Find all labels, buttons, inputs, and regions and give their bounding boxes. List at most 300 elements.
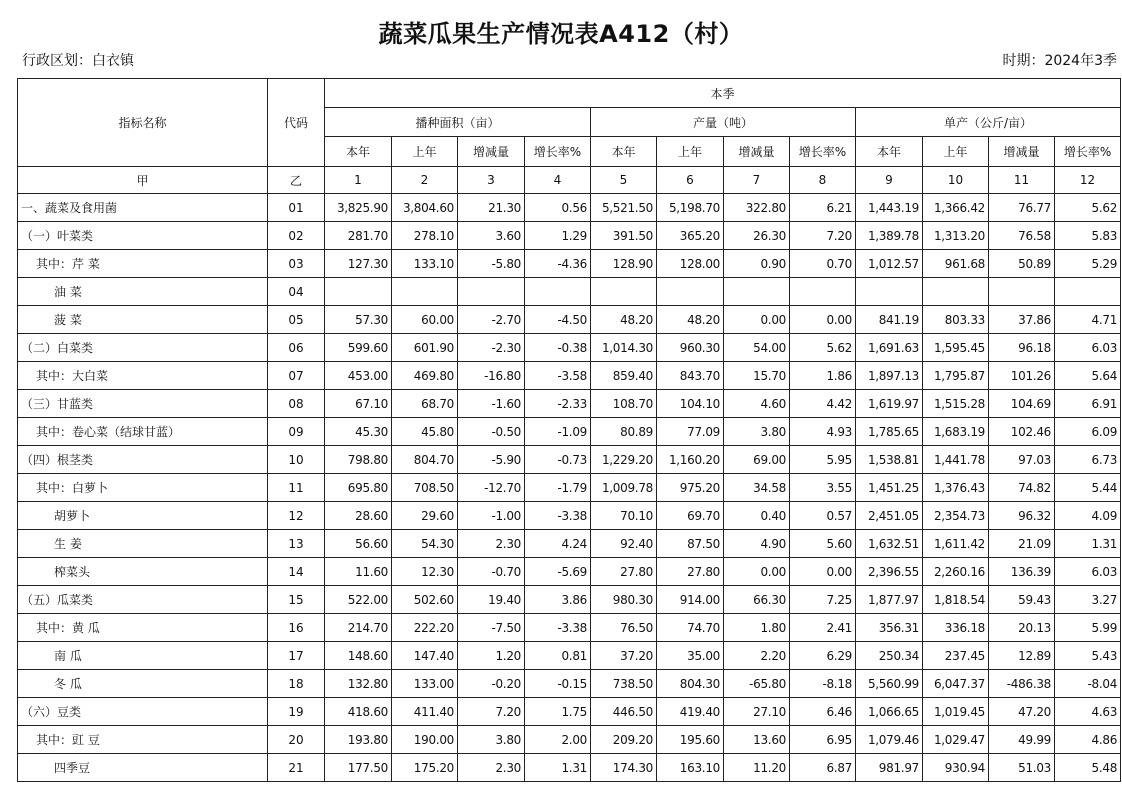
value-cell: 128.00 <box>657 250 724 278</box>
table-row <box>18 670 1121 698</box>
table-row <box>18 362 1121 390</box>
value-cell: 6.21 <box>790 194 856 222</box>
value-cell: 3.27 <box>1055 586 1121 614</box>
value-cell: 45.30 <box>325 418 392 446</box>
value-cell: 1,012.57 <box>856 250 923 278</box>
indicator-code: 02 <box>268 222 325 250</box>
index-name: 甲 <box>18 167 268 194</box>
value-cell: 57.30 <box>325 306 392 334</box>
value-cell: 70.10 <box>591 502 657 530</box>
value-cell: 60.00 <box>392 306 458 334</box>
table-row <box>18 390 1121 418</box>
index-number: 8 <box>790 167 856 194</box>
value-cell: 6.95 <box>790 726 856 754</box>
value-cell: -2.33 <box>525 390 591 418</box>
indicator-name: 其中：卷心菜（结球甘蓝） <box>18 418 268 446</box>
value-cell <box>325 278 392 306</box>
indicator-code: 08 <box>268 390 325 418</box>
header-subcol: 增长率% <box>790 137 856 167</box>
indicator-code: 03 <box>268 250 325 278</box>
indicator-name: （三）甘蓝类 <box>18 390 268 418</box>
value-cell: -4.50 <box>525 306 591 334</box>
value-cell: 214.70 <box>325 614 392 642</box>
value-cell: 5.29 <box>1055 250 1121 278</box>
value-cell: 6.73 <box>1055 446 1121 474</box>
value-cell: 601.90 <box>392 334 458 362</box>
value-cell: 411.40 <box>392 698 458 726</box>
value-cell: 708.50 <box>392 474 458 502</box>
value-cell: -0.73 <box>525 446 591 474</box>
value-cell: 1.86 <box>790 362 856 390</box>
value-cell: 1,079.46 <box>856 726 923 754</box>
value-cell: 5.62 <box>1055 194 1121 222</box>
indicator-name: 胡萝卜 <box>18 502 268 530</box>
value-cell: 148.60 <box>325 642 392 670</box>
value-cell: 147.40 <box>392 642 458 670</box>
value-cell: 174.30 <box>591 754 657 782</box>
value-cell: 7.25 <box>790 586 856 614</box>
value-cell: 1.75 <box>525 698 591 726</box>
value-cell: 195.60 <box>657 726 724 754</box>
value-cell: 1,632.51 <box>856 530 923 558</box>
indicator-name: （五）瓜菜类 <box>18 586 268 614</box>
value-cell: 1,818.54 <box>923 586 989 614</box>
header-indicator-name: 指标名称 <box>18 79 268 167</box>
value-cell: 960.30 <box>657 334 724 362</box>
value-cell: 1,443.19 <box>856 194 923 222</box>
indicator-name: （二）白菜类 <box>18 334 268 362</box>
value-cell: 68.70 <box>392 390 458 418</box>
value-cell: 1,014.30 <box>591 334 657 362</box>
value-cell: 695.80 <box>325 474 392 502</box>
value-cell: -1.60 <box>458 390 525 418</box>
value-cell: 1,785.65 <box>856 418 923 446</box>
value-cell <box>790 278 856 306</box>
index-number: 9 <box>856 167 923 194</box>
indicator-code: 11 <box>268 474 325 502</box>
header-group-output: 产量（吨） <box>591 108 856 137</box>
value-cell: 7.20 <box>458 698 525 726</box>
header-code: 代码 <box>268 79 325 167</box>
value-cell: 5.48 <box>1055 754 1121 782</box>
header-group-area: 播种面积（亩） <box>325 108 591 137</box>
value-cell: 92.40 <box>591 530 657 558</box>
value-cell: 453.00 <box>325 362 392 390</box>
indicator-name: 冬 瓜 <box>18 670 268 698</box>
value-cell: -0.70 <box>458 558 525 586</box>
value-cell: -486.38 <box>989 670 1055 698</box>
indicator-name: 生 姜 <box>18 530 268 558</box>
value-cell: 3.60 <box>458 222 525 250</box>
value-cell: 1,795.87 <box>923 362 989 390</box>
value-cell: 5.64 <box>1055 362 1121 390</box>
header-subcol: 增减量 <box>989 137 1055 167</box>
header-subcol: 上年 <box>657 137 724 167</box>
value-cell: 1,595.45 <box>923 334 989 362</box>
value-cell: -1.79 <box>525 474 591 502</box>
value-cell: 1,229.20 <box>591 446 657 474</box>
value-cell: 356.31 <box>856 614 923 642</box>
value-cell: 67.10 <box>325 390 392 418</box>
indicator-name: 四季豆 <box>18 754 268 782</box>
indicator-code: 12 <box>268 502 325 530</box>
value-cell: -16.80 <box>458 362 525 390</box>
value-cell: 281.70 <box>325 222 392 250</box>
table-row <box>18 418 1121 446</box>
value-cell: 127.30 <box>325 250 392 278</box>
indicator-name: （四）根茎类 <box>18 446 268 474</box>
indicator-name: （六）豆类 <box>18 698 268 726</box>
table-row <box>18 194 1121 222</box>
value-cell: 0.81 <box>525 642 591 670</box>
value-cell: 3,804.60 <box>392 194 458 222</box>
table-row <box>18 334 1121 362</box>
value-cell: 0.40 <box>724 502 790 530</box>
value-cell: 0.00 <box>724 306 790 334</box>
value-cell: 48.20 <box>591 306 657 334</box>
value-cell: 502.60 <box>392 586 458 614</box>
value-cell: 76.50 <box>591 614 657 642</box>
value-cell: -1.09 <box>525 418 591 446</box>
value-cell: 222.20 <box>392 614 458 642</box>
value-cell: 28.60 <box>325 502 392 530</box>
indicator-code: 05 <box>268 306 325 334</box>
value-cell: 21.30 <box>458 194 525 222</box>
value-cell: 87.50 <box>657 530 724 558</box>
value-cell: 1,066.65 <box>856 698 923 726</box>
value-cell: 69.70 <box>657 502 724 530</box>
value-cell: 1,441.78 <box>923 446 989 474</box>
value-cell: -5.80 <box>458 250 525 278</box>
indicator-name: 其中：大白菜 <box>18 362 268 390</box>
header-group-yield: 单产（公斤/亩） <box>856 108 1121 137</box>
value-cell: 34.58 <box>724 474 790 502</box>
indicator-name: 油 菜 <box>18 278 268 306</box>
value-cell: -0.50 <box>458 418 525 446</box>
value-cell <box>724 278 790 306</box>
value-cell: 104.69 <box>989 390 1055 418</box>
value-cell: 76.77 <box>989 194 1055 222</box>
value-cell: -0.15 <box>525 670 591 698</box>
value-cell: 2.41 <box>790 614 856 642</box>
value-cell <box>392 278 458 306</box>
value-cell: 27.80 <box>591 558 657 586</box>
value-cell: 6.46 <box>790 698 856 726</box>
value-cell: 250.34 <box>856 642 923 670</box>
vegetable-production-table <box>17 78 1121 782</box>
value-cell: 804.70 <box>392 446 458 474</box>
value-cell: 27.80 <box>657 558 724 586</box>
indicator-name: 菠 菜 <box>18 306 268 334</box>
value-cell: 4.90 <box>724 530 790 558</box>
indicator-code: 15 <box>268 586 325 614</box>
value-cell: -3.38 <box>525 614 591 642</box>
indicator-code: 10 <box>268 446 325 474</box>
value-cell: 336.18 <box>923 614 989 642</box>
table-row <box>18 474 1121 502</box>
value-cell: 1.31 <box>1055 530 1121 558</box>
table-row <box>18 642 1121 670</box>
value-cell: 5.62 <box>790 334 856 362</box>
indicator-code: 09 <box>268 418 325 446</box>
value-cell: 0.90 <box>724 250 790 278</box>
value-cell: 0.00 <box>790 306 856 334</box>
value-cell: 0.00 <box>724 558 790 586</box>
value-cell: 365.20 <box>657 222 724 250</box>
value-cell: 1,376.43 <box>923 474 989 502</box>
value-cell: 96.32 <box>989 502 1055 530</box>
value-cell: 6.91 <box>1055 390 1121 418</box>
value-cell: 1.29 <box>525 222 591 250</box>
value-cell: 128.90 <box>591 250 657 278</box>
indicator-code: 20 <box>268 726 325 754</box>
value-cell: 5.44 <box>1055 474 1121 502</box>
value-cell: 3.86 <box>525 586 591 614</box>
header-subcol: 上年 <box>392 137 458 167</box>
value-cell: 4.86 <box>1055 726 1121 754</box>
indicator-code: 04 <box>268 278 325 306</box>
value-cell: 102.46 <box>989 418 1055 446</box>
index-number: 7 <box>724 167 790 194</box>
header-subcol: 增长率% <box>1055 137 1121 167</box>
value-cell: 59.43 <box>989 586 1055 614</box>
indicator-name: 其中：豇 豆 <box>18 726 268 754</box>
value-cell: 21.09 <box>989 530 1055 558</box>
value-cell: 5.83 <box>1055 222 1121 250</box>
value-cell: -0.20 <box>458 670 525 698</box>
value-cell: 5,521.50 <box>591 194 657 222</box>
value-cell: 177.50 <box>325 754 392 782</box>
value-cell: 446.50 <box>591 698 657 726</box>
value-cell: 209.20 <box>591 726 657 754</box>
value-cell: 2.00 <box>525 726 591 754</box>
value-cell: 237.45 <box>923 642 989 670</box>
value-cell: 96.18 <box>989 334 1055 362</box>
value-cell: 11.20 <box>724 754 790 782</box>
value-cell: 2.30 <box>458 530 525 558</box>
value-cell: 391.50 <box>591 222 657 250</box>
table-row <box>18 278 1121 306</box>
value-cell: 4.24 <box>525 530 591 558</box>
value-cell: 104.10 <box>657 390 724 418</box>
value-cell: 804.30 <box>657 670 724 698</box>
value-cell: 6.29 <box>790 642 856 670</box>
value-cell: 3.55 <box>790 474 856 502</box>
value-cell: 97.03 <box>989 446 1055 474</box>
value-cell: 26.30 <box>724 222 790 250</box>
value-cell: -2.70 <box>458 306 525 334</box>
value-cell <box>525 278 591 306</box>
value-cell: 3.80 <box>724 418 790 446</box>
value-cell: 48.20 <box>657 306 724 334</box>
value-cell: 190.00 <box>392 726 458 754</box>
value-cell: 19.40 <box>458 586 525 614</box>
value-cell: 193.80 <box>325 726 392 754</box>
value-cell: -5.90 <box>458 446 525 474</box>
value-cell: 76.58 <box>989 222 1055 250</box>
value-cell: 1.31 <box>525 754 591 782</box>
value-cell: 45.80 <box>392 418 458 446</box>
value-cell: 35.00 <box>657 642 724 670</box>
value-cell: -2.30 <box>458 334 525 362</box>
value-cell: 1.20 <box>458 642 525 670</box>
value-cell <box>1055 278 1121 306</box>
value-cell: 419.40 <box>657 698 724 726</box>
value-cell: 1,451.25 <box>856 474 923 502</box>
value-cell: 1,160.20 <box>657 446 724 474</box>
indicator-name: 其中：芹 菜 <box>18 250 268 278</box>
table-row <box>18 250 1121 278</box>
value-cell: 7.20 <box>790 222 856 250</box>
index-number: 3 <box>458 167 525 194</box>
value-cell: 6,047.37 <box>923 670 989 698</box>
index-number: 11 <box>989 167 1055 194</box>
value-cell: -7.50 <box>458 614 525 642</box>
value-cell <box>856 278 923 306</box>
index-number: 2 <box>392 167 458 194</box>
value-cell: -8.04 <box>1055 670 1121 698</box>
value-cell: 5.99 <box>1055 614 1121 642</box>
header-season: 本季 <box>325 79 1121 108</box>
table-row <box>18 446 1121 474</box>
indicator-code: 07 <box>268 362 325 390</box>
value-cell: 859.40 <box>591 362 657 390</box>
value-cell: 2,451.05 <box>856 502 923 530</box>
indicator-code: 17 <box>268 642 325 670</box>
indicator-name: 榨菜头 <box>18 558 268 586</box>
table-row <box>18 698 1121 726</box>
value-cell: 54.00 <box>724 334 790 362</box>
value-cell: 2,354.73 <box>923 502 989 530</box>
value-cell: 5.95 <box>790 446 856 474</box>
value-cell <box>657 278 724 306</box>
index-number: 12 <box>1055 167 1121 194</box>
value-cell: 49.99 <box>989 726 1055 754</box>
value-cell: 6.03 <box>1055 334 1121 362</box>
table-row <box>18 306 1121 334</box>
value-cell <box>923 278 989 306</box>
value-cell: 975.20 <box>657 474 724 502</box>
value-cell: 980.30 <box>591 586 657 614</box>
value-cell: 101.26 <box>989 362 1055 390</box>
value-cell: 5.60 <box>790 530 856 558</box>
table-row <box>18 614 1121 642</box>
value-cell: 2,260.16 <box>923 558 989 586</box>
value-cell: 4.60 <box>724 390 790 418</box>
value-cell: -3.58 <box>525 362 591 390</box>
indicator-code: 01 <box>268 194 325 222</box>
value-cell <box>458 278 525 306</box>
value-cell: 738.50 <box>591 670 657 698</box>
indicator-code: 18 <box>268 670 325 698</box>
value-cell: 2,396.55 <box>856 558 923 586</box>
period-label: 时期：2024年3季 <box>1002 53 1117 69</box>
value-cell: 469.80 <box>392 362 458 390</box>
value-cell: 29.60 <box>392 502 458 530</box>
value-cell: 77.09 <box>657 418 724 446</box>
index-number: 4 <box>525 167 591 194</box>
table-row <box>18 502 1121 530</box>
value-cell: 133.00 <box>392 670 458 698</box>
value-cell: 1,313.20 <box>923 222 989 250</box>
report-title: 蔬菜瓜果生产情况表A412（村） <box>378 20 744 48</box>
index-code: 乙 <box>268 167 325 194</box>
value-cell: 66.30 <box>724 586 790 614</box>
value-cell: 136.39 <box>989 558 1055 586</box>
indicator-name: （一）叶菜类 <box>18 222 268 250</box>
indicator-code: 13 <box>268 530 325 558</box>
value-cell: 4.93 <box>790 418 856 446</box>
value-cell: 163.10 <box>657 754 724 782</box>
value-cell: 803.33 <box>923 306 989 334</box>
value-cell: 0.00 <box>790 558 856 586</box>
value-cell: 930.94 <box>923 754 989 782</box>
value-cell: -12.70 <box>458 474 525 502</box>
value-cell: 5,198.70 <box>657 194 724 222</box>
value-cell: 47.20 <box>989 698 1055 726</box>
value-cell: 12.89 <box>989 642 1055 670</box>
indicator-name: 一、蔬菜及食用菌 <box>18 194 268 222</box>
value-cell: 50.89 <box>989 250 1055 278</box>
table-row <box>18 754 1121 782</box>
value-cell: 3,825.90 <box>325 194 392 222</box>
indicator-name: 其中：白萝卜 <box>18 474 268 502</box>
value-cell: 108.70 <box>591 390 657 418</box>
value-cell: 74.82 <box>989 474 1055 502</box>
header-subcol: 本年 <box>591 137 657 167</box>
index-number: 5 <box>591 167 657 194</box>
value-cell: -1.00 <box>458 502 525 530</box>
value-cell: 322.80 <box>724 194 790 222</box>
region-label: 行政区划：白衣镇 <box>22 53 134 69</box>
index-number: 1 <box>325 167 392 194</box>
value-cell: 1,019.45 <box>923 698 989 726</box>
table-row <box>18 726 1121 754</box>
header-subcol: 本年 <box>325 137 392 167</box>
value-cell: 278.10 <box>392 222 458 250</box>
value-cell: 20.13 <box>989 614 1055 642</box>
value-cell: 4.71 <box>1055 306 1121 334</box>
value-cell: 1,897.13 <box>856 362 923 390</box>
value-cell: 6.03 <box>1055 558 1121 586</box>
value-cell: 1,877.97 <box>856 586 923 614</box>
indicator-name: 其中：黄 瓜 <box>18 614 268 642</box>
value-cell: -4.36 <box>525 250 591 278</box>
value-cell: 981.97 <box>856 754 923 782</box>
value-cell: 0.57 <box>790 502 856 530</box>
header-subcol: 上年 <box>923 137 989 167</box>
value-cell: 3.80 <box>458 726 525 754</box>
value-cell: 1,683.19 <box>923 418 989 446</box>
value-cell: 1,389.78 <box>856 222 923 250</box>
value-cell: 56.60 <box>325 530 392 558</box>
value-cell: 914.00 <box>657 586 724 614</box>
value-cell: 1,611.42 <box>923 530 989 558</box>
value-cell: 69.00 <box>724 446 790 474</box>
table-row <box>18 586 1121 614</box>
indicator-name: 南 瓜 <box>18 642 268 670</box>
value-cell <box>989 278 1055 306</box>
header-subcol: 本年 <box>856 137 923 167</box>
value-cell: 37.20 <box>591 642 657 670</box>
value-cell: 522.00 <box>325 586 392 614</box>
value-cell: 4.42 <box>790 390 856 418</box>
value-cell: 6.87 <box>790 754 856 782</box>
value-cell: 1,029.47 <box>923 726 989 754</box>
header-subcol: 增减量 <box>458 137 525 167</box>
value-cell: 74.70 <box>657 614 724 642</box>
value-cell: 4.09 <box>1055 502 1121 530</box>
